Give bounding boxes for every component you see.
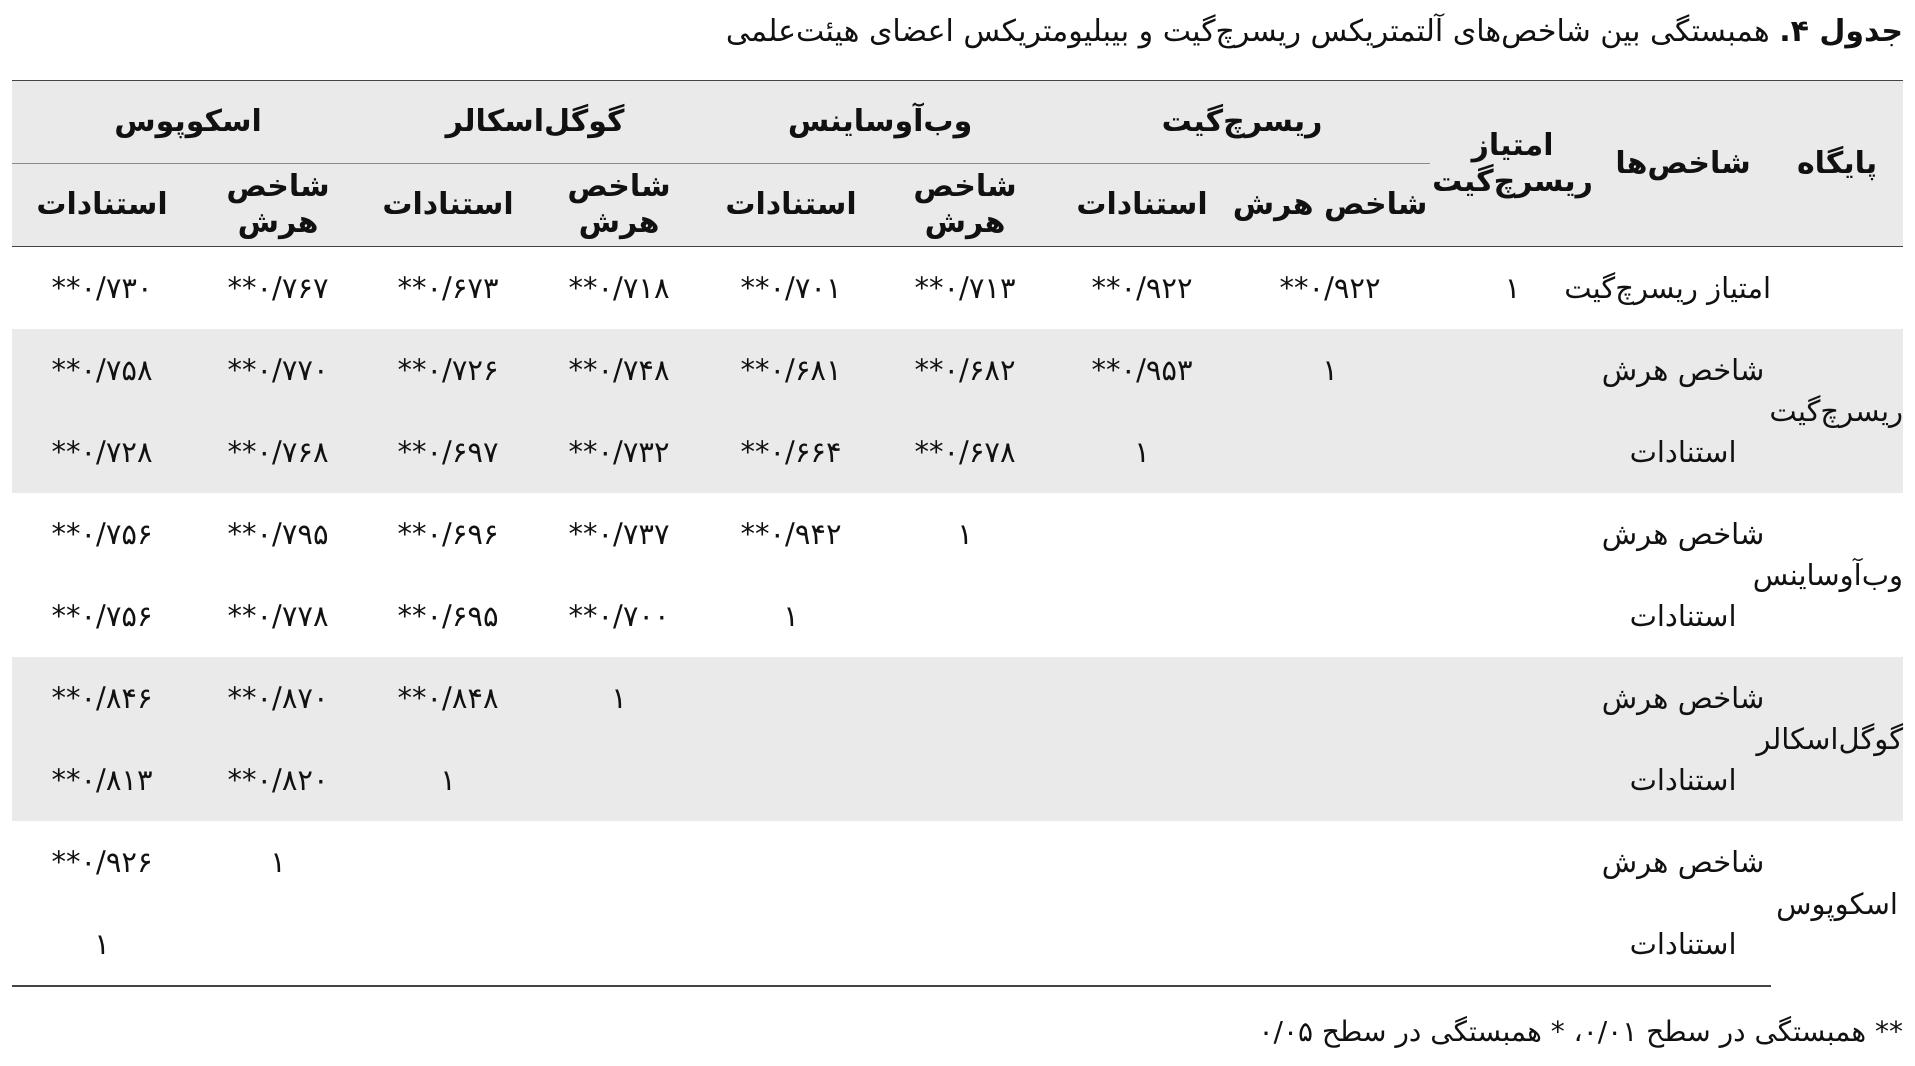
table-cell (532, 657, 706, 739)
subheader-h-index: شاخص هرش (876, 164, 1054, 247)
cell-value: ۰/۷۱۸** (568, 271, 670, 305)
table-cell (532, 821, 706, 903)
table-cell (1230, 411, 1430, 493)
header-indicators: شاخص‌ها (1595, 81, 1771, 247)
cell-value: ۱ (94, 927, 110, 961)
table-cell (1054, 411, 1230, 493)
table-cell (1054, 903, 1230, 986)
caption-text: همبستگی بین شاخص‌های آلتمتریکس ریسرچ‌گیت و بیبلیومتریکس اعضای هیئت‌علمی (725, 14, 1770, 49)
table-cell (1230, 329, 1430, 411)
cell-value: ۰/۹۵۳** (1091, 353, 1193, 387)
table-cell (706, 903, 876, 986)
cell-value: ۰/۸۷۰** (227, 681, 329, 715)
table-cell (364, 247, 532, 330)
cell-value: ۰/۷۳۷** (568, 517, 670, 551)
table-cell (1054, 575, 1230, 657)
table-row (12, 821, 1903, 903)
table-cell (1230, 657, 1430, 739)
cell-value: ۰/۷۵۶** (51, 599, 153, 633)
cell-value: ۰/۷۴۸** (568, 353, 670, 387)
cell-value: ۰/۷۲۸** (51, 435, 153, 469)
table-cell (364, 739, 532, 821)
table-cell (876, 493, 1054, 575)
table-cell (532, 493, 706, 575)
row-indicator: شاخص هرش (1595, 329, 1771, 411)
table-cell (364, 657, 532, 739)
table-cell (1054, 247, 1230, 330)
table-cell (706, 657, 876, 739)
table-cell (12, 739, 192, 821)
subheader-citations: استنادات (364, 164, 532, 247)
table-cell (1430, 903, 1595, 986)
row-indicator: شاخص هرش (1601, 517, 1765, 551)
table-cell (192, 493, 364, 575)
table-cell (876, 329, 1054, 411)
table-cell (12, 903, 192, 986)
table-cell (1230, 575, 1430, 657)
table-row (12, 739, 1903, 821)
table-cell (706, 247, 876, 330)
table-cell (1230, 493, 1430, 575)
cell-value: ۰/۷۰۱** (740, 271, 842, 305)
table-row (12, 411, 1903, 493)
table-cell (706, 329, 876, 411)
cell-value: ۰/۶۹۷** (397, 435, 499, 469)
cell-value: ۰/۷۳۲** (568, 435, 670, 469)
table-cell (364, 411, 532, 493)
table-cell (12, 657, 192, 739)
cell-value: ۱ (1504, 271, 1521, 305)
table-cell (1430, 493, 1595, 575)
table-cell (192, 657, 364, 739)
subheader-h-index: شاخص هرش (192, 164, 364, 247)
table-cell (876, 903, 1054, 986)
table-cell (1054, 821, 1230, 903)
table-cell (364, 329, 532, 411)
table-cell (364, 821, 532, 903)
header-group-web-of-science: وب‌آوساینس (706, 81, 1054, 164)
cell-value: ۱ (440, 763, 456, 797)
cell-value: ۰/۷۶۸** (227, 435, 329, 469)
header-group-google-scholar: گوگل‌اسکالر (364, 81, 706, 164)
cell-value: ۰/۷۹۵** (227, 517, 329, 551)
table-cell (1430, 575, 1595, 657)
table-footnote: ** همبستگی در سطح ۰/۰۱، * همبستگی در سطح ۰/۰۵ (1258, 1015, 1903, 1048)
row-database: اسکوپوس (1776, 886, 1898, 921)
table-cell (706, 739, 876, 821)
table-cell (1230, 739, 1430, 821)
cell-value: ۰/۹۲۲** (1279, 271, 1381, 305)
cell-value: ۰/۷۶۷** (227, 271, 329, 305)
cell-value: ۱ (957, 517, 973, 551)
cell-value: ۰/۸۴۶** (51, 681, 153, 715)
row-indicator: امتیاز ریسرچ‌گیت (1564, 271, 1772, 305)
table-cell (1430, 739, 1595, 821)
table-cell (12, 411, 192, 493)
row-database: ریسرچ‌گیت (1771, 329, 1903, 493)
cell-value: ۰/۷۱۳** (914, 271, 1016, 305)
cell-value: ۰/۷۵۶** (51, 517, 153, 551)
cell-value: ۰/۶۸۲** (914, 353, 1016, 387)
cell-value: ۰/۶۹۵** (397, 599, 499, 633)
header-group-scopus: اسکوپوس (12, 81, 364, 164)
header-database: پایگاه (1771, 81, 1903, 247)
table-cell (364, 493, 532, 575)
table-row (12, 657, 1903, 739)
subheader-h-index: شاخص هرش (532, 164, 706, 247)
table-caption (12, 12, 1903, 52)
table-cell (532, 247, 706, 330)
row-indicator: شاخص هرش (1595, 657, 1771, 739)
table-row (12, 247, 1903, 330)
table-body (12, 247, 1903, 987)
table-cell (1230, 903, 1430, 986)
header-group-researchgate: ریسرچ‌گیت (1054, 81, 1430, 164)
table-cell (532, 411, 706, 493)
row-indicator: استنادات (1595, 739, 1771, 821)
cell-value: ۰/۶۷۳** (397, 271, 499, 305)
correlation-table-wrapper (12, 80, 1903, 987)
table-row (12, 903, 1903, 986)
cell-value: ۱ (270, 845, 286, 879)
subheader-citations: استنادات (12, 164, 192, 247)
table-cell (1430, 329, 1595, 411)
cell-value: ۰/۸۴۸** (397, 681, 499, 715)
cell-value: ۰/۶۶۴** (740, 435, 842, 469)
table-cell (532, 329, 706, 411)
table-cell (532, 575, 706, 657)
table-cell (1054, 493, 1230, 575)
cell-value: ۱ (1322, 353, 1338, 387)
table-cell (876, 247, 1054, 330)
subheader-citations: استنادات (706, 164, 876, 247)
cell-value: ۰/۸۱۳** (51, 763, 153, 797)
table-cell (192, 821, 364, 903)
row-database: وب‌آوساینس (1752, 558, 1904, 592)
cell-value: ۰/۷۲۶** (397, 353, 499, 387)
subheader-citations: استنادات (1054, 164, 1230, 247)
cell-value: ۰/۸۲۰** (227, 763, 329, 797)
subheader-h-index: شاخص هرش (1230, 164, 1430, 247)
table-header (12, 81, 1903, 247)
table-cell (706, 821, 876, 903)
table-cell (1230, 821, 1430, 903)
table-cell (1430, 411, 1595, 493)
table-cell (12, 247, 192, 330)
row-indicator: استنادات (1595, 411, 1771, 493)
table-cell (12, 493, 192, 575)
table-cell (12, 575, 192, 657)
table-cell (192, 411, 364, 493)
cell-value: ۰/۷۷۰** (227, 353, 329, 387)
header-rg-score: امتیاز ریسرچ‌گیت (1430, 81, 1595, 247)
table-row (12, 329, 1903, 411)
table-cell (364, 903, 532, 986)
table-cell (706, 575, 876, 657)
table-cell (1054, 657, 1230, 739)
table-cell (192, 739, 364, 821)
table-cell (1054, 739, 1230, 821)
cell-value: ۰/۶۹۶** (397, 517, 499, 551)
table-cell (876, 411, 1054, 493)
row-database: گوگل‌اسکالر (1771, 657, 1903, 821)
row-indicator: استنادات (1595, 903, 1771, 986)
row-indicator: شاخص هرش (1601, 845, 1765, 879)
table-cell (876, 739, 1054, 821)
cell-value: ۰/۷۰۰** (568, 599, 670, 633)
cell-value: ۰/۶۸۱** (740, 353, 842, 387)
cell-value: ۱ (1134, 435, 1150, 469)
correlation-table (12, 80, 1903, 987)
table-cell (12, 329, 192, 411)
table-cell (192, 329, 364, 411)
cell-value: ۱ (783, 599, 799, 633)
cell-value: ۰/۷۵۸** (51, 353, 153, 387)
row-database (1771, 247, 1903, 330)
table-cell (1054, 329, 1230, 411)
table-cell (364, 575, 532, 657)
cell-value: ۰/۹۲۲** (1091, 271, 1193, 305)
table-cell (706, 493, 876, 575)
cell-value: ۰/۷۷۸** (227, 599, 329, 633)
cell-value: ۰/۶۷۸** (914, 435, 1016, 469)
cell-value: ۰/۷۳۰** (51, 271, 153, 305)
table-cell (1230, 247, 1430, 330)
table-cell (532, 903, 706, 986)
table-row (12, 575, 1903, 657)
table-cell (706, 411, 876, 493)
table-row (12, 493, 1903, 575)
cell-value: ۰/۹۴۲** (740, 517, 842, 551)
table-cell (192, 247, 364, 330)
cell-value: ۱ (611, 681, 627, 715)
table-cell (12, 821, 192, 903)
cell-value: ۰/۹۲۶** (51, 845, 153, 879)
table-cell (192, 575, 364, 657)
caption-label: جدول ۴. (1779, 14, 1903, 49)
table-cell (876, 657, 1054, 739)
table-cell (1430, 657, 1595, 739)
table-cell (1430, 821, 1595, 903)
table-cell (532, 739, 706, 821)
table-cell (876, 575, 1054, 657)
row-indicator: استنادات (1629, 599, 1737, 633)
table-cell (192, 903, 364, 986)
table-cell (876, 821, 1054, 903)
